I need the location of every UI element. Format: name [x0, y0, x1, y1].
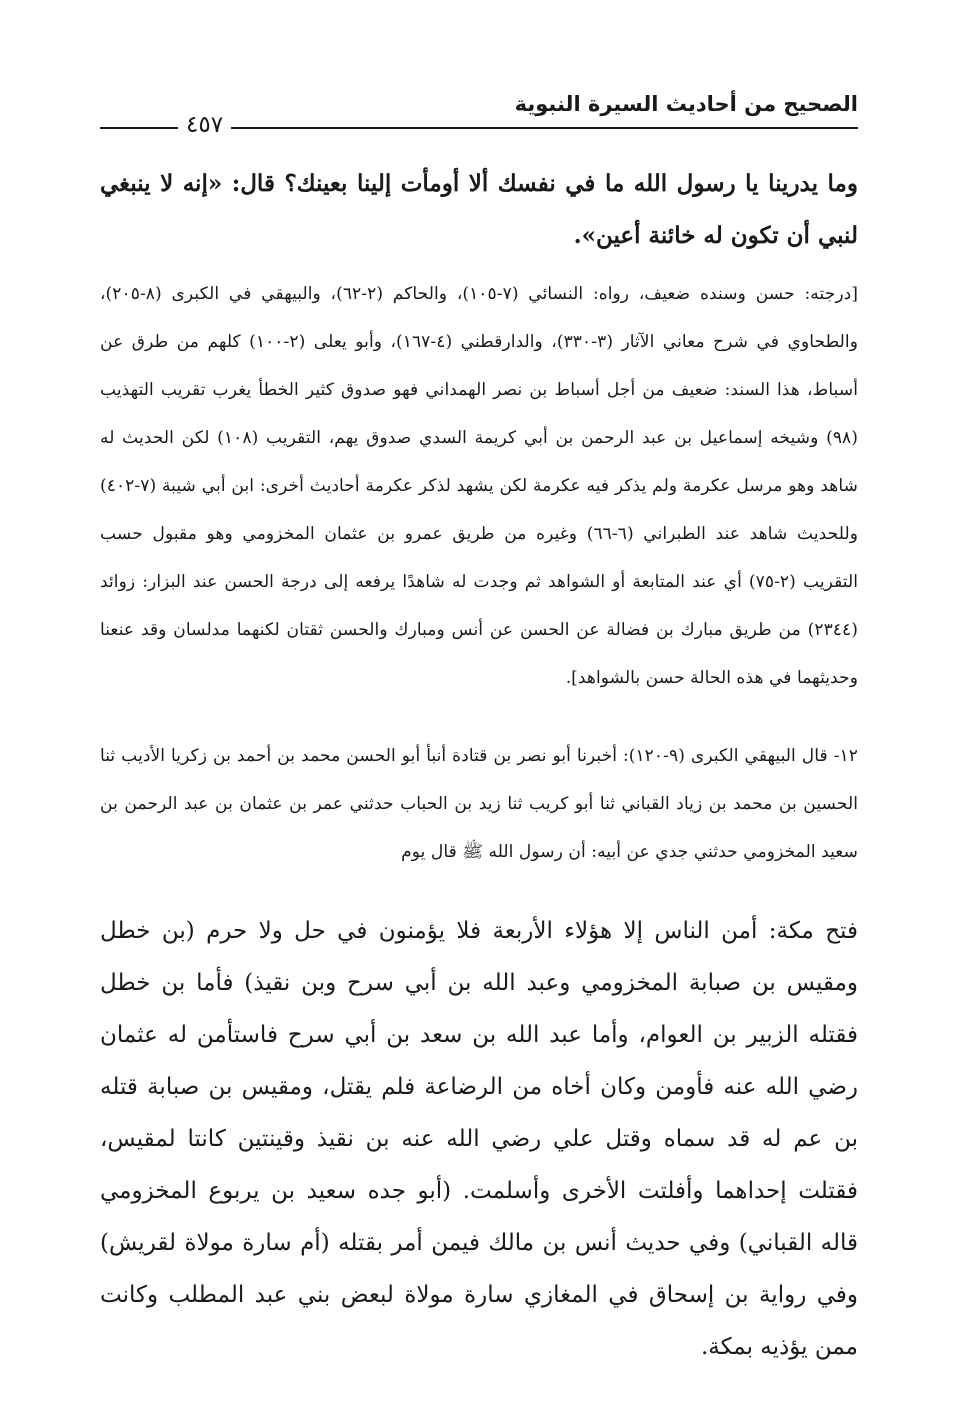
running-header-title: الصحيح من أحاديث السيرة النبوية [514, 92, 858, 116]
grading-text: [درجته: حسن وسنده ضعيف، رواه: النسائي (٧-١٠٥)، والحاكم (٢-٦٢)، والبيهقي في الكبرى (٨-٢٠٥)، والطحاوي في شرح معاني الآثار (٣-٣٣٠)، والدارقطني (٤-١٦٧)، وأبو يعلى (٢-١٠٠) كلهم من طرق عن أسباط، هذا السند: ضعيف من أجل أسباط بن نصر الهمداني فهو صدوق كثير الخطأ يغرب تقريب التهذيب (٩٨) وشيخه إسماعيل بن عبد الرحمن بن أبي كريمة السدي صدوق يهم، التقريب (١٠٨) لكن الحديث له شاهد وهو مرسل عكرمة ولم يذكر فيه عكرمة لكن يشهد لذكر عكرمة أحاديث أخرى: ابن أبي شيبة (٧-٤٠٢) وللحديث شاهد عند الطبراني (٦-٦٦) وغيره من طريق عمرو بن عثمان المخزومي وهو مقبول حسب التقريب (٢-٧٥) أي عند المتابعة أو الشواهد ثم وجدت له شاهدًا يرفعه إلى درجة الحسن عند البزار: زوائد (٢٣٤٤) من طريق مبارك بن فضالة عن الحسن عن أنس ومبارك والحسن ثقتان لكنهما مدلسان وقد عنعنا وحديثهما في هذه الحالة حسن بالشواهد]. [100, 284, 859, 688]
page-number: ٤٥٧ [178, 110, 231, 140]
intro-text: وما يدرينا يا رسول الله ما في نفسك ألا أومأت إلينا بعينك؟ قال: «إنه لا ينبغي لنبي أن تكون له خائنة أعين». [100, 170, 858, 249]
matn-paragraph [100, 905, 858, 1373]
grading-note [100, 270, 858, 702]
running-header [100, 92, 858, 136]
isnad-text: ١٢- قال البيهقي الكبرى (٩-١٢٠): أخبرنا أبو نصر بن قتادة أنبأ أبو الحسن محمد بن أحمد بن زكريا الأديب ثنا الحسين بن محمد بن زياد القباني ثنا أبو كريب ثنا زيد بن الحباب حدثني عمر بن عثمان بن عبد الرحمن بن سعيد المخزومي حدثني جدي عن أبيه: أن رسول الله ﷺ قال يوم [100, 746, 858, 862]
intro-paragraph [100, 158, 858, 262]
isnad-paragraph [100, 732, 858, 876]
matn-text: فتح مكة: أمن الناس إلا هؤلاء الأربعة فلا يؤمنون في حل ولا حرم (بن خطل ومقيس بن صبابة المخزومي وعبد الله بن أبي سرح وبن نقيذ) فأما بن خطل فقتله الزبير بن العوام، وأما عبد الله بن سعد بن أبي سرح فاستأمن له عثمان رضي الله عنه فأومن وكان أخاه من الرضاعة فلم يقتل، ومقيس بن صبابة قتله بن عم له قد سماه وقتل علي رضي الله عنه بن نقيذ وقينتين كانتا لمقيس، فقتلت إحداهما وأفلتت الأخرى وأسلمت. (أبو جده سعيد بن يربوع المخزومي قاله القباني) وفي حديث أنس بن مالك فيمن أمر بقتله (أم سارة مولاة لقريش) وفي رواية بن إسحاق في المغازي سارة مولاة لبعض بني عبد المطلب وكانت ممن يؤذيه بمكة. [100, 918, 858, 1360]
